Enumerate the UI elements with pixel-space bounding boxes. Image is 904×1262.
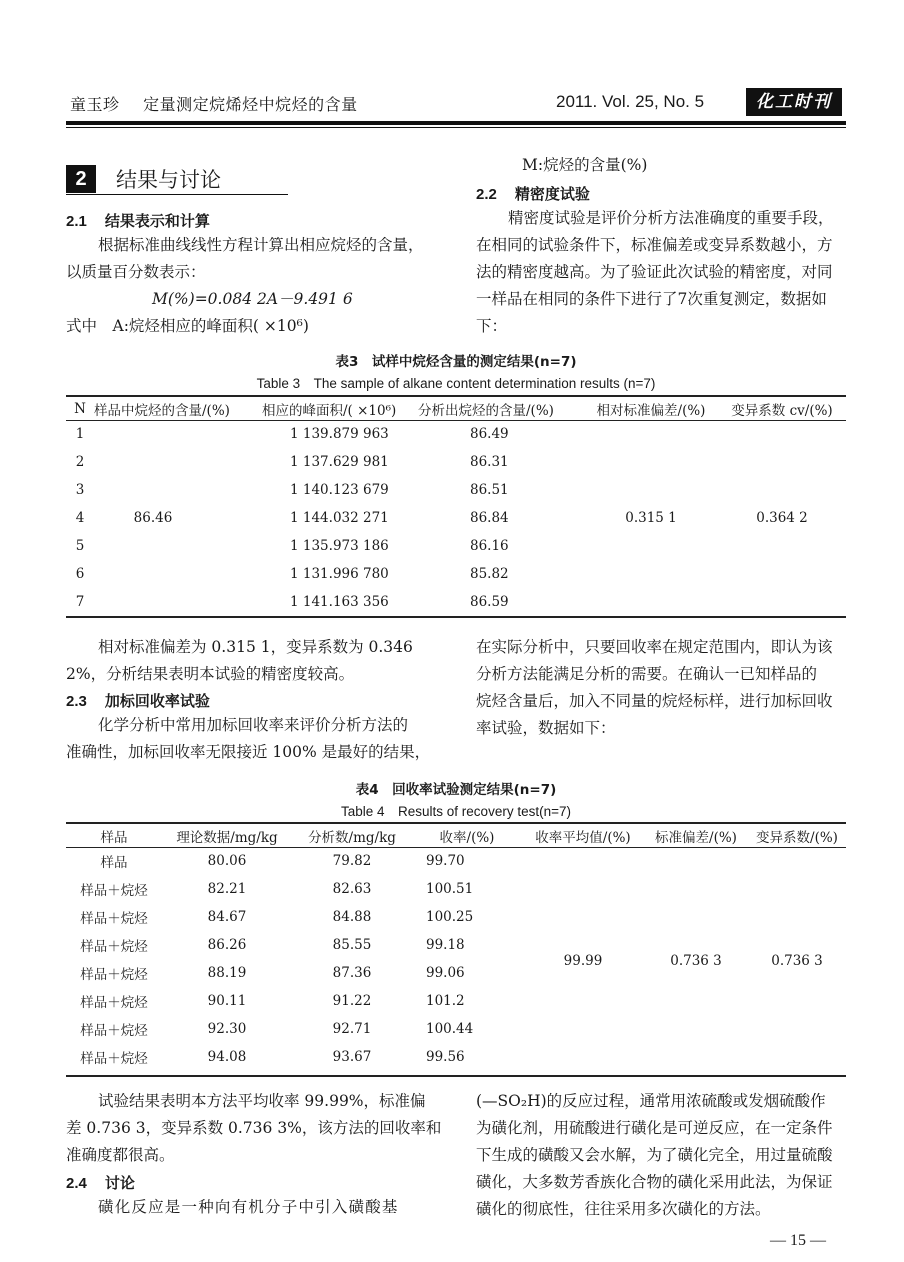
analyzed-content: 86.84 <box>470 510 509 526</box>
row-n: 1 <box>75 426 85 442</box>
paragraph-line: 下生成的磺酸又会水解，为了磺化完全，用过量硫酸 <box>476 1146 833 1164</box>
col-header: 收率/(%) <box>439 830 495 846</box>
peak-area: 1 141.163 356 <box>290 594 389 610</box>
sample-content: 86.46 <box>133 510 173 526</box>
theory-value: 88.19 <box>207 965 247 981</box>
found-value: 82.63 <box>332 881 372 897</box>
paragraph-line: 率试验，数据如下： <box>476 719 616 737</box>
row-n: 3 <box>75 482 85 498</box>
table4-header-row <box>66 825 846 847</box>
author: 童玉珍 <box>70 95 120 114</box>
heading-2-1 <box>66 210 210 231</box>
paragraph-line: 烷烃含量后，加入不同量的烷烃标样，进行加标回收 <box>476 692 833 710</box>
section-number: 2 <box>66 165 96 193</box>
m-definition: M:烷烃的含量(%) <box>522 156 648 174</box>
paragraph-line: 在实际分析中，只要回收率在规定范围内，即认为该 <box>476 638 833 656</box>
peak-area: 1 135.973 186 <box>290 538 389 554</box>
col-header: 变异系数 cv/(%) <box>731 403 833 419</box>
heading-2-4 <box>66 1172 135 1193</box>
row-n: 7 <box>75 594 85 610</box>
header-rule-thin <box>66 127 846 128</box>
table4 <box>66 825 846 1071</box>
col-header: 收率平均值/(%) <box>535 830 631 846</box>
yield-value: 99.06 <box>426 965 465 981</box>
col-header: 变异系数/(%) <box>756 830 838 846</box>
col-header: 标准偏差/(%) <box>655 830 737 846</box>
sample-name: 样品＋烷烃 <box>80 1023 148 1039</box>
table3-header-row <box>66 398 846 420</box>
analyzed-content: 86.59 <box>470 594 509 610</box>
paragraph-line: 精密度试验是评价分析方法准确度的重要手段， <box>508 209 834 227</box>
theory-value: 86.26 <box>207 937 247 953</box>
yield-value: 100.25 <box>426 909 474 925</box>
col-header: 相应的峰面积/( ×10⁶) <box>262 403 397 419</box>
row-n: 6 <box>75 566 85 582</box>
article-title: 定量测定烷烯烃中烷烃的含量 <box>143 95 358 114</box>
sample-name: 样品＋烷烃 <box>80 883 148 899</box>
paragraph-line: 化学分析中常用加标回收率来评价分析方法的 <box>98 716 409 734</box>
table3 <box>66 398 846 616</box>
heading-2-2 <box>476 183 590 204</box>
peak-area: 1 137.629 981 <box>290 454 389 470</box>
sample-name: 样品＋烷烃 <box>80 911 148 927</box>
found-value: 85.55 <box>332 937 372 953</box>
sample-name: 样品 <box>100 855 128 871</box>
paragraph-line: 在相同的试验条件下，标准偏差或变异系数越小，方 <box>476 236 833 254</box>
col-header: 样品 <box>100 830 128 846</box>
paragraph-line: 磺化的彻底性，往往采用多次磺化的方法。 <box>476 1200 771 1218</box>
yield-value: 99.18 <box>426 937 465 953</box>
peak-area: 1 144.032 271 <box>290 510 389 526</box>
table3-bottom-rule <box>66 616 846 618</box>
col-header: 分析出烷烃的含量/(%) <box>418 403 554 419</box>
table3-caption-en: Table 3 The sample of alkane content determination results (n=7) <box>256 376 656 391</box>
col-header: 分析数/mg/kg <box>308 830 396 846</box>
heading-number: 2.3 <box>66 693 87 710</box>
found-value: 93.67 <box>332 1049 372 1065</box>
theory-value: 84.67 <box>207 909 247 925</box>
section-underline <box>66 194 288 195</box>
heading-text: 精密度试验 <box>514 185 590 203</box>
yield-value: 100.44 <box>426 1021 474 1037</box>
found-value: 91.22 <box>332 993 372 1009</box>
table4-bottom-rule <box>66 1075 846 1077</box>
paragraph-line: 准确性，加标回收率无限接近 100% 是最好的结果， <box>66 743 431 761</box>
issue-info: 2011. Vol. 25, No. 5 <box>556 92 705 111</box>
section-title: 结果与讨论 <box>116 168 221 192</box>
yield-average: 99.99 <box>563 953 603 969</box>
paragraph-line: 磺化，大多数芳香族化合物的磺化采用此法，为保证 <box>476 1173 833 1191</box>
theory-value: 92.30 <box>207 1021 247 1037</box>
paragraph-line: 准确度都很高。 <box>66 1146 175 1164</box>
paragraph-line: 相对标准偏差为 0.315 1，变异系数为 0.346 <box>98 638 413 656</box>
theory-value: 90.11 <box>207 993 247 1009</box>
table3-caption-cn: 表3 试样中烷烃含量的测定结果(n=7) <box>335 354 577 370</box>
paragraph-line: 试验结果表明本方法平均收率 99.99%，标准偏 <box>98 1092 426 1110</box>
table4-top-rule <box>66 822 846 824</box>
col-header: 相对标准偏差/(%) <box>596 403 706 419</box>
theory-value: 94.08 <box>207 1049 247 1065</box>
paragraph-line: 下： <box>476 317 508 335</box>
row-n: 4 <box>75 510 85 526</box>
header-rule <box>66 121 846 125</box>
paragraph-line: 磺化反应是一种向有机分子中引入磺酸基 <box>98 1198 399 1216</box>
row-n: 5 <box>75 538 85 554</box>
heading-text: 加标回收率试验 <box>104 692 210 710</box>
heading-number: 2.2 <box>476 186 497 203</box>
paragraph-line: (—SO₂H)的反应过程，通常用浓硫酸或发烟硫酸作 <box>476 1092 826 1110</box>
analyzed-content: 86.51 <box>470 482 509 498</box>
heading-number: 2.1 <box>66 213 87 230</box>
paragraph-line: 分析方法能满足分析的需要。在确认一已知样品的 <box>476 665 818 683</box>
analyzed-content: 86.31 <box>470 454 509 470</box>
cv-value: 0.736 3 <box>771 953 823 969</box>
row-n: 2 <box>75 454 85 470</box>
table4-caption-cn: 表4 回收率试验测定结果(n=7) <box>355 782 557 798</box>
paragraph-line: 一样品在相同的条件下进行了7次重复测定，数据如 <box>476 290 827 308</box>
yield-value: 99.70 <box>426 853 465 869</box>
paragraph-line: 以质量百分数表示： <box>66 263 206 281</box>
heading-text: 讨论 <box>104 1174 135 1192</box>
running-header-left <box>70 92 358 115</box>
table4-caption-en: Table 4 Results of recovery test(n=7) <box>341 804 571 819</box>
heading-text: 结果表示和计算 <box>104 212 210 230</box>
analyzed-content: 86.49 <box>470 426 509 442</box>
table-row <box>66 420 846 448</box>
col-header: N <box>74 401 86 417</box>
yield-value: 101.2 <box>426 993 465 1009</box>
found-value: 87.36 <box>332 965 372 981</box>
sample-name: 样品＋烷烃 <box>80 995 148 1011</box>
sample-name: 样品＋烷烃 <box>80 967 148 983</box>
analyzed-content: 86.16 <box>470 538 509 554</box>
paragraph-line: 法的精密度越高。为了验证此次试验的精密度，对同 <box>476 263 833 281</box>
journal-badge: 化工时刊 <box>746 88 842 116</box>
yield-value: 99.56 <box>426 1049 465 1065</box>
yield-value: 100.51 <box>426 881 474 897</box>
analyzed-content: 85.82 <box>470 566 509 582</box>
found-value: 92.71 <box>332 1021 372 1037</box>
peak-area: 1 131.996 780 <box>290 566 389 582</box>
peak-area: 1 139.879 963 <box>290 426 389 442</box>
heading-2-3 <box>66 690 210 711</box>
page-number: — 15 — <box>770 1232 826 1249</box>
paragraph-line: 差 0.736 3，变异系数 0.736 3%，该方法的回收率和 <box>66 1119 442 1137</box>
theory-value: 82.21 <box>207 881 247 897</box>
col-header: 理论数据/mg/kg <box>176 830 278 846</box>
sample-name: 样品＋烷烃 <box>80 939 148 955</box>
std-deviation: 0.736 3 <box>670 953 722 969</box>
paragraph-line: 根据标准曲线线性方程计算出相应烷烃的含量， <box>98 236 424 254</box>
col-header: 样品中烷烃的含量/(%) <box>94 403 230 419</box>
table-row <box>66 847 846 875</box>
formula: M(%)=0.084 2A－9.491 6 <box>152 290 353 308</box>
paragraph-line: 2%，分析结果表明本试验的精密度较高。 <box>66 665 355 683</box>
table3-top-rule <box>66 395 846 397</box>
found-value: 79.82 <box>332 853 372 869</box>
theory-value: 80.06 <box>207 853 247 869</box>
sample-name: 样品＋烷烃 <box>80 1051 148 1067</box>
formula-where: 式中 A:烷烃相应的峰面积( ×10⁶) <box>66 317 309 335</box>
found-value: 84.88 <box>332 909 372 925</box>
rsd-value: 0.315 1 <box>625 510 677 526</box>
peak-area: 1 140.123 679 <box>290 482 389 498</box>
heading-number: 2.4 <box>66 1175 87 1192</box>
paragraph-line: 为磺化剂，用硫酸进行磺化是可逆反应，在一定条件 <box>476 1119 833 1137</box>
cv-value: 0.364 2 <box>756 510 808 526</box>
